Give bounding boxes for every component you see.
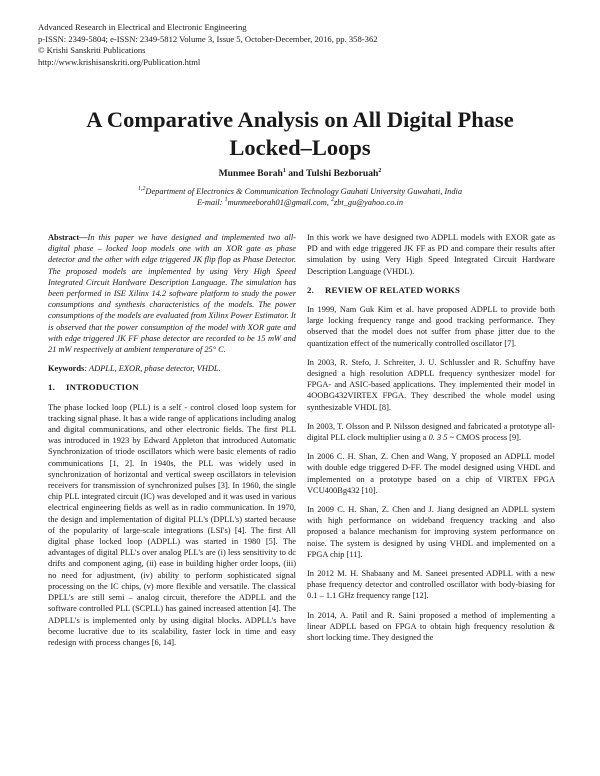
keywords <box>48 363 296 374</box>
email-label: E-mail: <box>196 198 225 207</box>
journal-copyright: © Krishi Sanskriti Publications <box>38 45 146 55</box>
left-column <box>48 232 296 656</box>
journal-issn: p-ISSN: 2349-5804; e-ISSN: 2349-5812 Volume 3, Issue 5, October-December, 2016, pp. 358-362 <box>38 33 378 44</box>
right-column <box>307 232 555 651</box>
section-heading-related-works <box>307 285 555 296</box>
section-heading-introduction <box>48 382 296 393</box>
affiliation-dept: Department of Electronics & Communication Technology Gauhati University Guwahati, India <box>145 187 463 196</box>
intro-paragraph: The phase locked loop (PLL) is a self - control closed loop system for tracking signal phase. It has a wide range of applications including analog and digital communications, and other electronic fields. The first PLL was introduced in 1923 by Edward Appleton that introduced Automatic Synchronization of triode oscillators which were basic elements of radio communications [1, 2]. In 1940s, the PLL was widely used in synchronization of horizontal and vertical sweep oscillators in television receivers for transmission of synchronized pulses [3]. In 1960, the single chip PLL integrated circuit (IC) was developed and it was used in various electrical engineering fields as well as in radio communication. In 1970, the design and implementation of digital PLL's (DPLL's) started because of the popularity of large-scale integrations (LSI's) [4]. The first All digital phase locked loop (ADPLL) was started in 1980 [5]. The advantages of digital PLL's over analog PLL's are (i) less sensitivity to dc drifts and component aging, (ii) ease in building higher order loops, (iii) no need for adjustment, (iv) ability to perform sophisticated signal processing on the IC chips, (v) more flexible and versatile. The classical DPLL's are still semi – analog circuit, therefore the ADPLL and the software controlled PLL (SCPLL) has gained increased attention [4]. The ADPLL's is implemented only by using digital blocks. ADPLL's have become lucrative due to its scalability, faster lock in time and easy redesign with process changes [6, 14]. <box>48 402 296 647</box>
related-paragraph-1: In 1999, Nam Guk Kim et al. have proposed ADPLL to provide both large locking frequency range and good tracking performance. They observed that the model does not suffer from phase jitter due to the quantization effect of the numerically controlled oscillator [7]. <box>307 305 555 348</box>
affiliation-dept-line <box>30 186 570 197</box>
related-paragraph-2: In 2003, R. Stefo, J. Schreiter, J. U. Schlussler and R. Schuffny have designed a high resolution ADPLL frequency synthesizer model for FPGA- and ASIC-based applications. They implemented their model in 4OOBG432VIRTEX FPGA. They described the whole model using synthesizable VHDL [8]. <box>307 357 555 412</box>
email-2[interactable]: zbt_gu@yahoo.co.in <box>333 198 404 207</box>
affiliation <box>30 186 570 208</box>
related-paragraph-4: In 2006 C. H. Shan, Z. Chen and Wang, Y proposed an ADPLL model with double edge triggered D-FF. The model designed using VHDL and implemented on a prototype based on a chip of VIRTEX FPGA VCU400Bg432 [10]. <box>307 452 555 495</box>
related-paragraph-3 <box>307 421 555 443</box>
related-paragraph-5: In 2009 C. H. Shan, Z. Chen and J. Jiang designed an ADPLL system with high performance on wideband frequency tracking and also proposed a balance mechanism for improving system performance on noise. The system is designed by using VHDL and implemented on a FPGA chip [11]. <box>307 505 555 559</box>
author-2: Tulshi Bezboruah <box>305 168 379 179</box>
section-title: INTRODUCTION <box>66 382 139 393</box>
author-1-sup: 1 <box>282 167 286 174</box>
author-list <box>30 168 570 179</box>
paper-title <box>30 106 570 162</box>
author-conjunction: and <box>285 168 306 179</box>
process-size: 0. 3 5 ~ <box>428 433 455 443</box>
keywords-text: : ADPLL, EXOR, phase detector, VHDL. <box>84 364 221 374</box>
related-paragraph-7: In 2014, A. Patil and R. Saini proposed a method of implementing a linear ADPLL based on FPGA to obtain high frequency resolution & short locking time. They designed the <box>307 610 555 643</box>
work-paragraph: In this work we have designed two ADPLL models with EXOR gate as PD and with edge triggered JK FF as PD and compare their results after simulation by using Very High Speed Integrated Circuit Hardware Description Language (VHDL). <box>307 233 555 276</box>
abstract-label: Abstract— <box>48 233 88 242</box>
affiliation-email-line <box>30 197 570 208</box>
title-line-1: A Comparative Analysis on All Digital Phase <box>86 107 514 132</box>
related-paragraph-3-end: CMOS process [9]. <box>454 433 522 443</box>
author-2-sup: 2 <box>378 167 382 174</box>
section-number: 1. <box>48 382 55 393</box>
affiliation-sup: 1,2 <box>137 186 146 193</box>
keywords-label: Keywords <box>48 364 85 374</box>
journal-header <box>38 22 378 68</box>
email-1-sup: 1 <box>224 197 228 204</box>
related-paragraph-6: In 2012 M. H. Shabaany and M. Saneei presented ADPLL with a new phase frequency detector and controlled oscillator with body-biasing for 0.1 – 1.1 GHz frequency range [12]. <box>307 569 555 601</box>
journal-name: Advanced Research in Electrical and Electronic Engineering <box>38 22 247 32</box>
abstract <box>48 232 296 355</box>
section-number: 2. <box>307 284 314 295</box>
title-line-2: Locked–Loops <box>229 135 371 160</box>
author-1: Munmee Borah <box>218 168 283 179</box>
related-paragraph-3-start: In 2003, T. Olsson and P. Nilsson designed and fabricated a prototype all-digital PLL clock multiplier using a <box>307 421 555 443</box>
email-1[interactable]: munmeeborah01@gmail.com, <box>227 198 331 207</box>
section-title: REVIEW OF RELATED WORKS <box>325 284 461 295</box>
journal-url[interactable]: http://www.krishisanskriti.org/Publication.html <box>38 56 201 67</box>
email-2-sup: 2 <box>330 197 334 204</box>
abstract-text: In this paper we have designed and implemented two all-digital phase – locked loop models one with an XOR gate as phase detector and the other with edge triggered JK flip flop as Phase Detector. The proposed models are implemented by using Very High Speed Integrated Circuit Hardware Description Language. The simulation has been performed in ISE Xilinx 14.2 software platform to study the power consumptions and synthesis characteristics of the models. The power consumptions of the models are evaluated from Xilinx Power Estimator. It is observed that the power consumption of the model with XOR gate and with edge triggered JK FF phase detector are recorded to be 15 mW and 21 mW respectively at ambient temperature of 25° C. <box>48 233 296 355</box>
